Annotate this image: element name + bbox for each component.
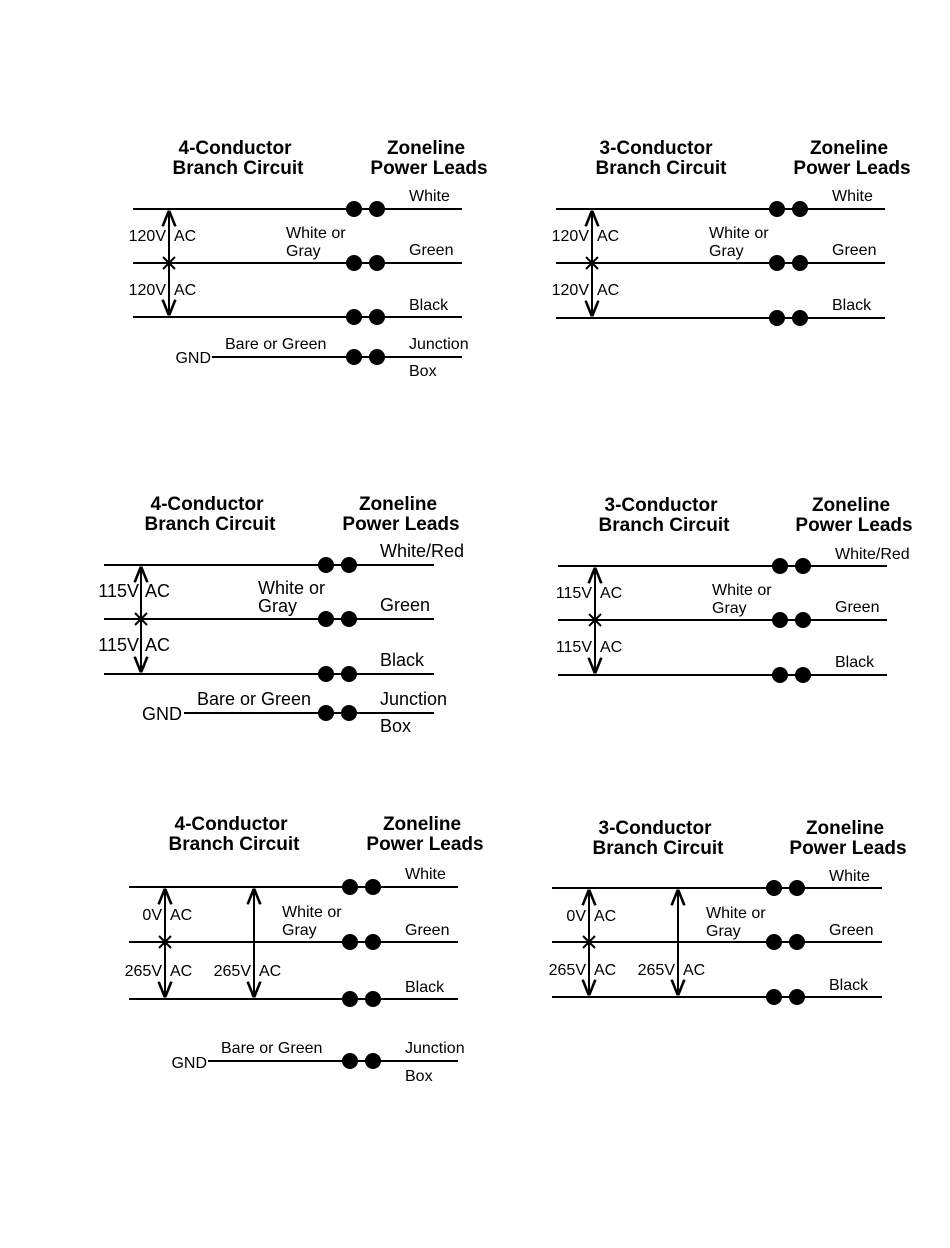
zoneline-heading: Power Leads xyxy=(366,834,484,855)
branch-circuit-heading: 4-Conductor xyxy=(174,814,288,835)
neutral-wire-label: Gray xyxy=(258,596,298,616)
terminal-dot xyxy=(318,611,334,627)
neutral-wire-label: White or xyxy=(712,582,772,599)
diagram-3-conductor-120v xyxy=(552,138,911,326)
neutral-wire-label: White or xyxy=(709,225,769,242)
terminal-dot xyxy=(341,557,357,573)
terminal-dot xyxy=(766,989,782,1005)
terminal-dot xyxy=(766,934,782,950)
wire-color-label: Green xyxy=(832,242,877,259)
terminal-dot xyxy=(318,557,334,573)
branch-circuit-heading: Branch Circuit xyxy=(592,838,724,859)
voltage-label: 115V xyxy=(98,581,139,601)
voltage-label: AC xyxy=(174,282,197,299)
zoneline-heading: Power Leads xyxy=(789,838,907,859)
diagram-4-conductor-265v xyxy=(125,814,484,1085)
wire-color-label: Green xyxy=(829,922,874,939)
neutral-wire-label: Gray xyxy=(286,243,321,260)
terminal-dot xyxy=(341,705,357,721)
terminal-dot xyxy=(369,201,385,217)
wire-color-label: Black xyxy=(829,977,869,994)
wire-color-label: Black xyxy=(409,297,449,314)
terminal-dot xyxy=(346,255,362,271)
terminal-dot xyxy=(772,558,788,574)
wire-color-label: Black xyxy=(405,979,445,996)
terminal-dot xyxy=(365,879,381,895)
voltage-label: AC xyxy=(145,635,171,655)
terminal-dot xyxy=(342,1053,358,1069)
terminal-dot xyxy=(365,1053,381,1069)
terminal-dot xyxy=(318,705,334,721)
wire-color-label: Green xyxy=(380,595,431,615)
wire-color-label: Black xyxy=(380,650,425,670)
terminal-dot xyxy=(772,667,788,683)
terminal-dot xyxy=(769,310,785,326)
wire-color-label: Green xyxy=(405,922,450,939)
terminal-dot xyxy=(792,310,808,326)
diagram-3-conductor-115v xyxy=(556,495,913,683)
branch-circuit-heading: Branch Circuit xyxy=(144,514,276,535)
terminal-dot xyxy=(792,255,808,271)
ground-wire-label: Bare or Green xyxy=(221,1040,323,1057)
neutral-wire-label: Gray xyxy=(706,923,741,940)
wire-color-label: Black xyxy=(832,297,872,314)
terminal-dot xyxy=(772,612,788,628)
terminal-dot xyxy=(795,558,811,574)
branch-circuit-heading: Branch Circuit xyxy=(595,158,727,179)
branch-circuit-heading: 3-Conductor xyxy=(598,818,712,839)
terminal-dot xyxy=(318,666,334,682)
voltage-label: 265V xyxy=(548,962,586,979)
wire-color-label: White/Red xyxy=(380,541,465,561)
terminal-dot xyxy=(369,309,385,325)
terminal-dot xyxy=(369,255,385,271)
wire-color-label: Green xyxy=(835,599,880,616)
terminal-dot xyxy=(342,934,358,950)
branch-circuit-heading: Branch Circuit xyxy=(172,158,304,179)
voltage-label: AC xyxy=(600,585,623,602)
zoneline-heading: Power Leads xyxy=(342,514,460,535)
terminal-dot xyxy=(369,349,385,365)
diagram-4-conductor-115v xyxy=(98,494,464,736)
wire-color-label: Green xyxy=(409,242,454,259)
diagram-4-conductor-120v xyxy=(129,138,488,380)
wire-color-label: White/Red xyxy=(835,546,910,563)
zoneline-heading: Zoneline xyxy=(382,814,462,835)
neutral-wire-label: Gray xyxy=(282,922,317,939)
voltage-label: AC xyxy=(597,282,620,299)
ground-label: GND xyxy=(171,1055,207,1072)
voltage-label: 265V xyxy=(124,963,162,980)
voltage-label: 120V xyxy=(551,228,589,245)
voltage-label: 265V xyxy=(637,962,675,979)
junction-box-label: Junction xyxy=(380,689,448,709)
voltage-label: 0V xyxy=(566,908,586,925)
terminal-dot xyxy=(346,201,362,217)
neutral-wire-label: Gray xyxy=(709,243,744,260)
voltage-label: 120V xyxy=(128,228,166,245)
voltage-label: AC xyxy=(683,962,706,979)
junction-box-label: Junction xyxy=(405,1040,465,1057)
terminal-dot xyxy=(341,611,357,627)
junction-box-label: Box xyxy=(409,363,437,380)
voltage-label: AC xyxy=(600,639,623,656)
terminal-dot xyxy=(346,349,362,365)
terminal-dot xyxy=(789,989,805,1005)
diagram-3-conductor-265v xyxy=(549,818,907,1005)
neutral-wire-label: White or xyxy=(286,225,346,242)
branch-circuit-heading: Branch Circuit xyxy=(598,515,730,536)
junction-box-label: Box xyxy=(380,716,412,736)
voltage-label: 115V xyxy=(98,635,139,655)
voltage-label: 120V xyxy=(128,282,166,299)
wire-color-label: White xyxy=(832,188,873,205)
wire-color-label: White xyxy=(405,866,446,883)
junction-box-label: Box xyxy=(405,1068,433,1085)
terminal-dot xyxy=(341,666,357,682)
voltage-label: AC xyxy=(259,963,282,980)
voltage-label: AC xyxy=(597,228,620,245)
neutral-wire-label: White or xyxy=(706,905,766,922)
terminal-dot xyxy=(342,879,358,895)
terminal-dot xyxy=(342,991,358,1007)
voltage-label: AC xyxy=(594,962,617,979)
zoneline-heading: Power Leads xyxy=(793,158,911,179)
ground-wire-label: Bare or Green xyxy=(225,336,327,353)
ground-label: GND xyxy=(175,350,211,367)
zoneline-heading: Power Leads xyxy=(795,515,913,536)
terminal-dot xyxy=(789,934,805,950)
terminal-dot xyxy=(365,934,381,950)
junction-box-label: Junction xyxy=(409,336,469,353)
terminal-dot xyxy=(792,201,808,217)
terminal-dot xyxy=(769,201,785,217)
voltage-label: AC xyxy=(594,908,617,925)
terminal-dot xyxy=(789,880,805,896)
voltage-label: AC xyxy=(145,581,171,601)
wire-color-label: Black xyxy=(835,654,875,671)
zoneline-heading: Zoneline xyxy=(358,494,438,515)
ground-wire-label: Bare or Green xyxy=(197,689,312,709)
neutral-wire-label: White or xyxy=(282,904,342,921)
voltage-label: AC xyxy=(174,228,197,245)
voltage-label: 0V xyxy=(142,907,162,924)
terminal-dot xyxy=(795,667,811,683)
branch-circuit-heading: 3-Conductor xyxy=(599,138,713,159)
neutral-wire-label: White or xyxy=(258,578,326,598)
zoneline-heading: Zoneline xyxy=(811,495,891,516)
voltage-label: AC xyxy=(170,907,193,924)
terminal-dot xyxy=(365,991,381,1007)
zoneline-heading: Power Leads xyxy=(370,158,488,179)
terminal-dot xyxy=(769,255,785,271)
wire-color-label: White xyxy=(829,868,870,885)
branch-circuit-heading: Branch Circuit xyxy=(168,834,300,855)
zoneline-heading: Zoneline xyxy=(809,138,889,159)
voltage-label: AC xyxy=(170,963,193,980)
branch-circuit-heading: 4-Conductor xyxy=(178,138,292,159)
terminal-dot xyxy=(795,612,811,628)
voltage-label: 120V xyxy=(551,282,589,299)
zoneline-heading: Zoneline xyxy=(386,138,466,159)
wire-color-label: White xyxy=(409,188,450,205)
branch-circuit-heading: 3-Conductor xyxy=(604,495,718,516)
terminal-dot xyxy=(346,309,362,325)
branch-circuit-heading: 4-Conductor xyxy=(150,494,264,515)
voltage-label: 115V xyxy=(555,585,592,602)
voltage-label: 115V xyxy=(555,639,592,656)
voltage-label: 265V xyxy=(213,963,251,980)
terminal-dot xyxy=(766,880,782,896)
zoneline-heading: Zoneline xyxy=(805,818,885,839)
ground-label: GND xyxy=(142,704,182,724)
neutral-wire-label: Gray xyxy=(712,600,747,617)
